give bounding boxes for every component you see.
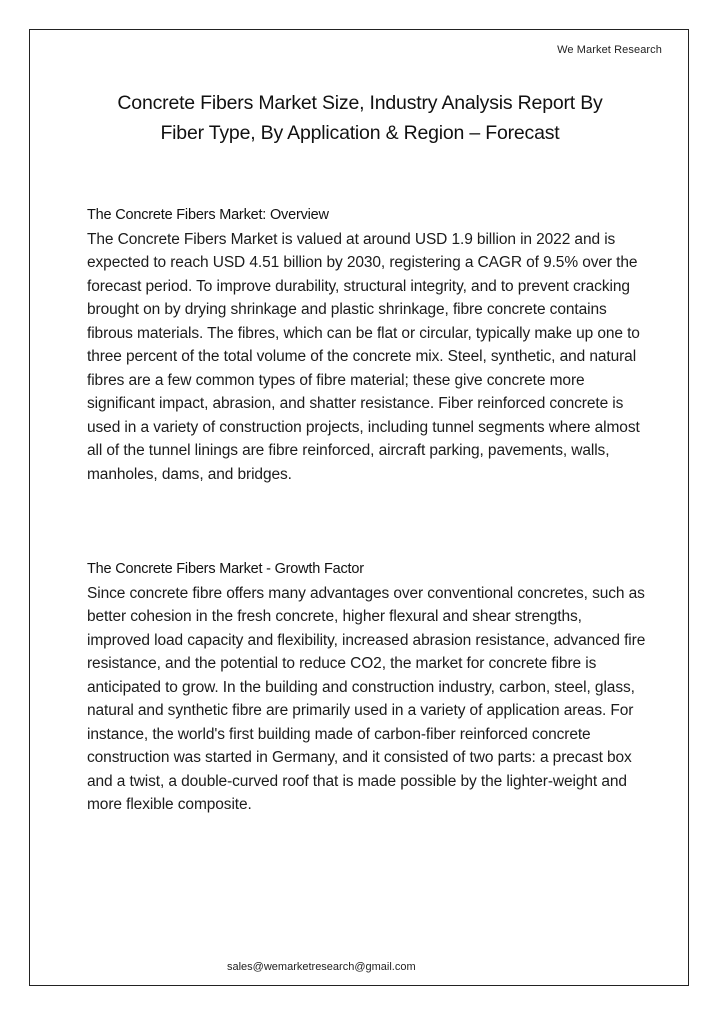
- section-body: The Concrete Fibers Market is valued at around USD 1.9 billion in 2022 and is expected to reach USD 4.51 billion by 2030, registering a CAGR of 9.5% over the forecast period. To improve durability, structural integrity, and to prevent cracking brought on by drying shrinkage and plastic shrinkage, fibre concrete contains fibrous materials. The fibres, which can be flat or circular, typically make up one to three percent of the total volume of the concrete mix. Steel, synthetic, and natural fibres are a few common types of fibre material; these give concrete more significant impact, abrasion, and shatter resistance. Fiber reinforced concrete is used in a variety of construction projects, including tunnel segments where almost all of the tunnel linings are fibre reinforced, aircraft parking, pavements, walls, manholes, dams, and bridges.: [87, 230, 640, 483]
- header-brand: We Market Research: [557, 44, 662, 56]
- document-title-line-1: Concrete Fibers Market Size, Industry Analysis Report By: [117, 92, 603, 114]
- section-heading: The Concrete Fibers Market - Growth Factor: [87, 561, 364, 577]
- document-title: [60, 88, 660, 148]
- footer-email[interactable]: sales@wemarketresearch@gmail.com: [227, 961, 416, 973]
- section-growth-factor: [87, 558, 647, 817]
- document-title-line-2: Fiber Type, By Application & Region – Forecast: [160, 122, 560, 144]
- page-border: [29, 29, 689, 986]
- section-heading: The Concrete Fibers Market: Overview: [87, 207, 329, 223]
- section-body: Since concrete fibre offers many advantages over conventional concretes, such as better cohesion in the fresh concrete, higher flexural and shear strengths, improved load capacity and flexibility, increased abrasion resistance, advanced fire resistance, and the potential to reduce CO2, the market for concrete fibre is anticipated to grow. In the building and construction industry, carbon, steel, glass, natural and synthetic fibre are primarily used in a variety of application areas. For instance, the world's first building made of carbon-fiber reinforced concrete construction was started in Germany, and it consisted of two parts: a precast box and a twist, a double-curved roof that is made possible by the lighter-weight and more flexible composite.: [87, 584, 646, 813]
- section-overview: [87, 204, 647, 486]
